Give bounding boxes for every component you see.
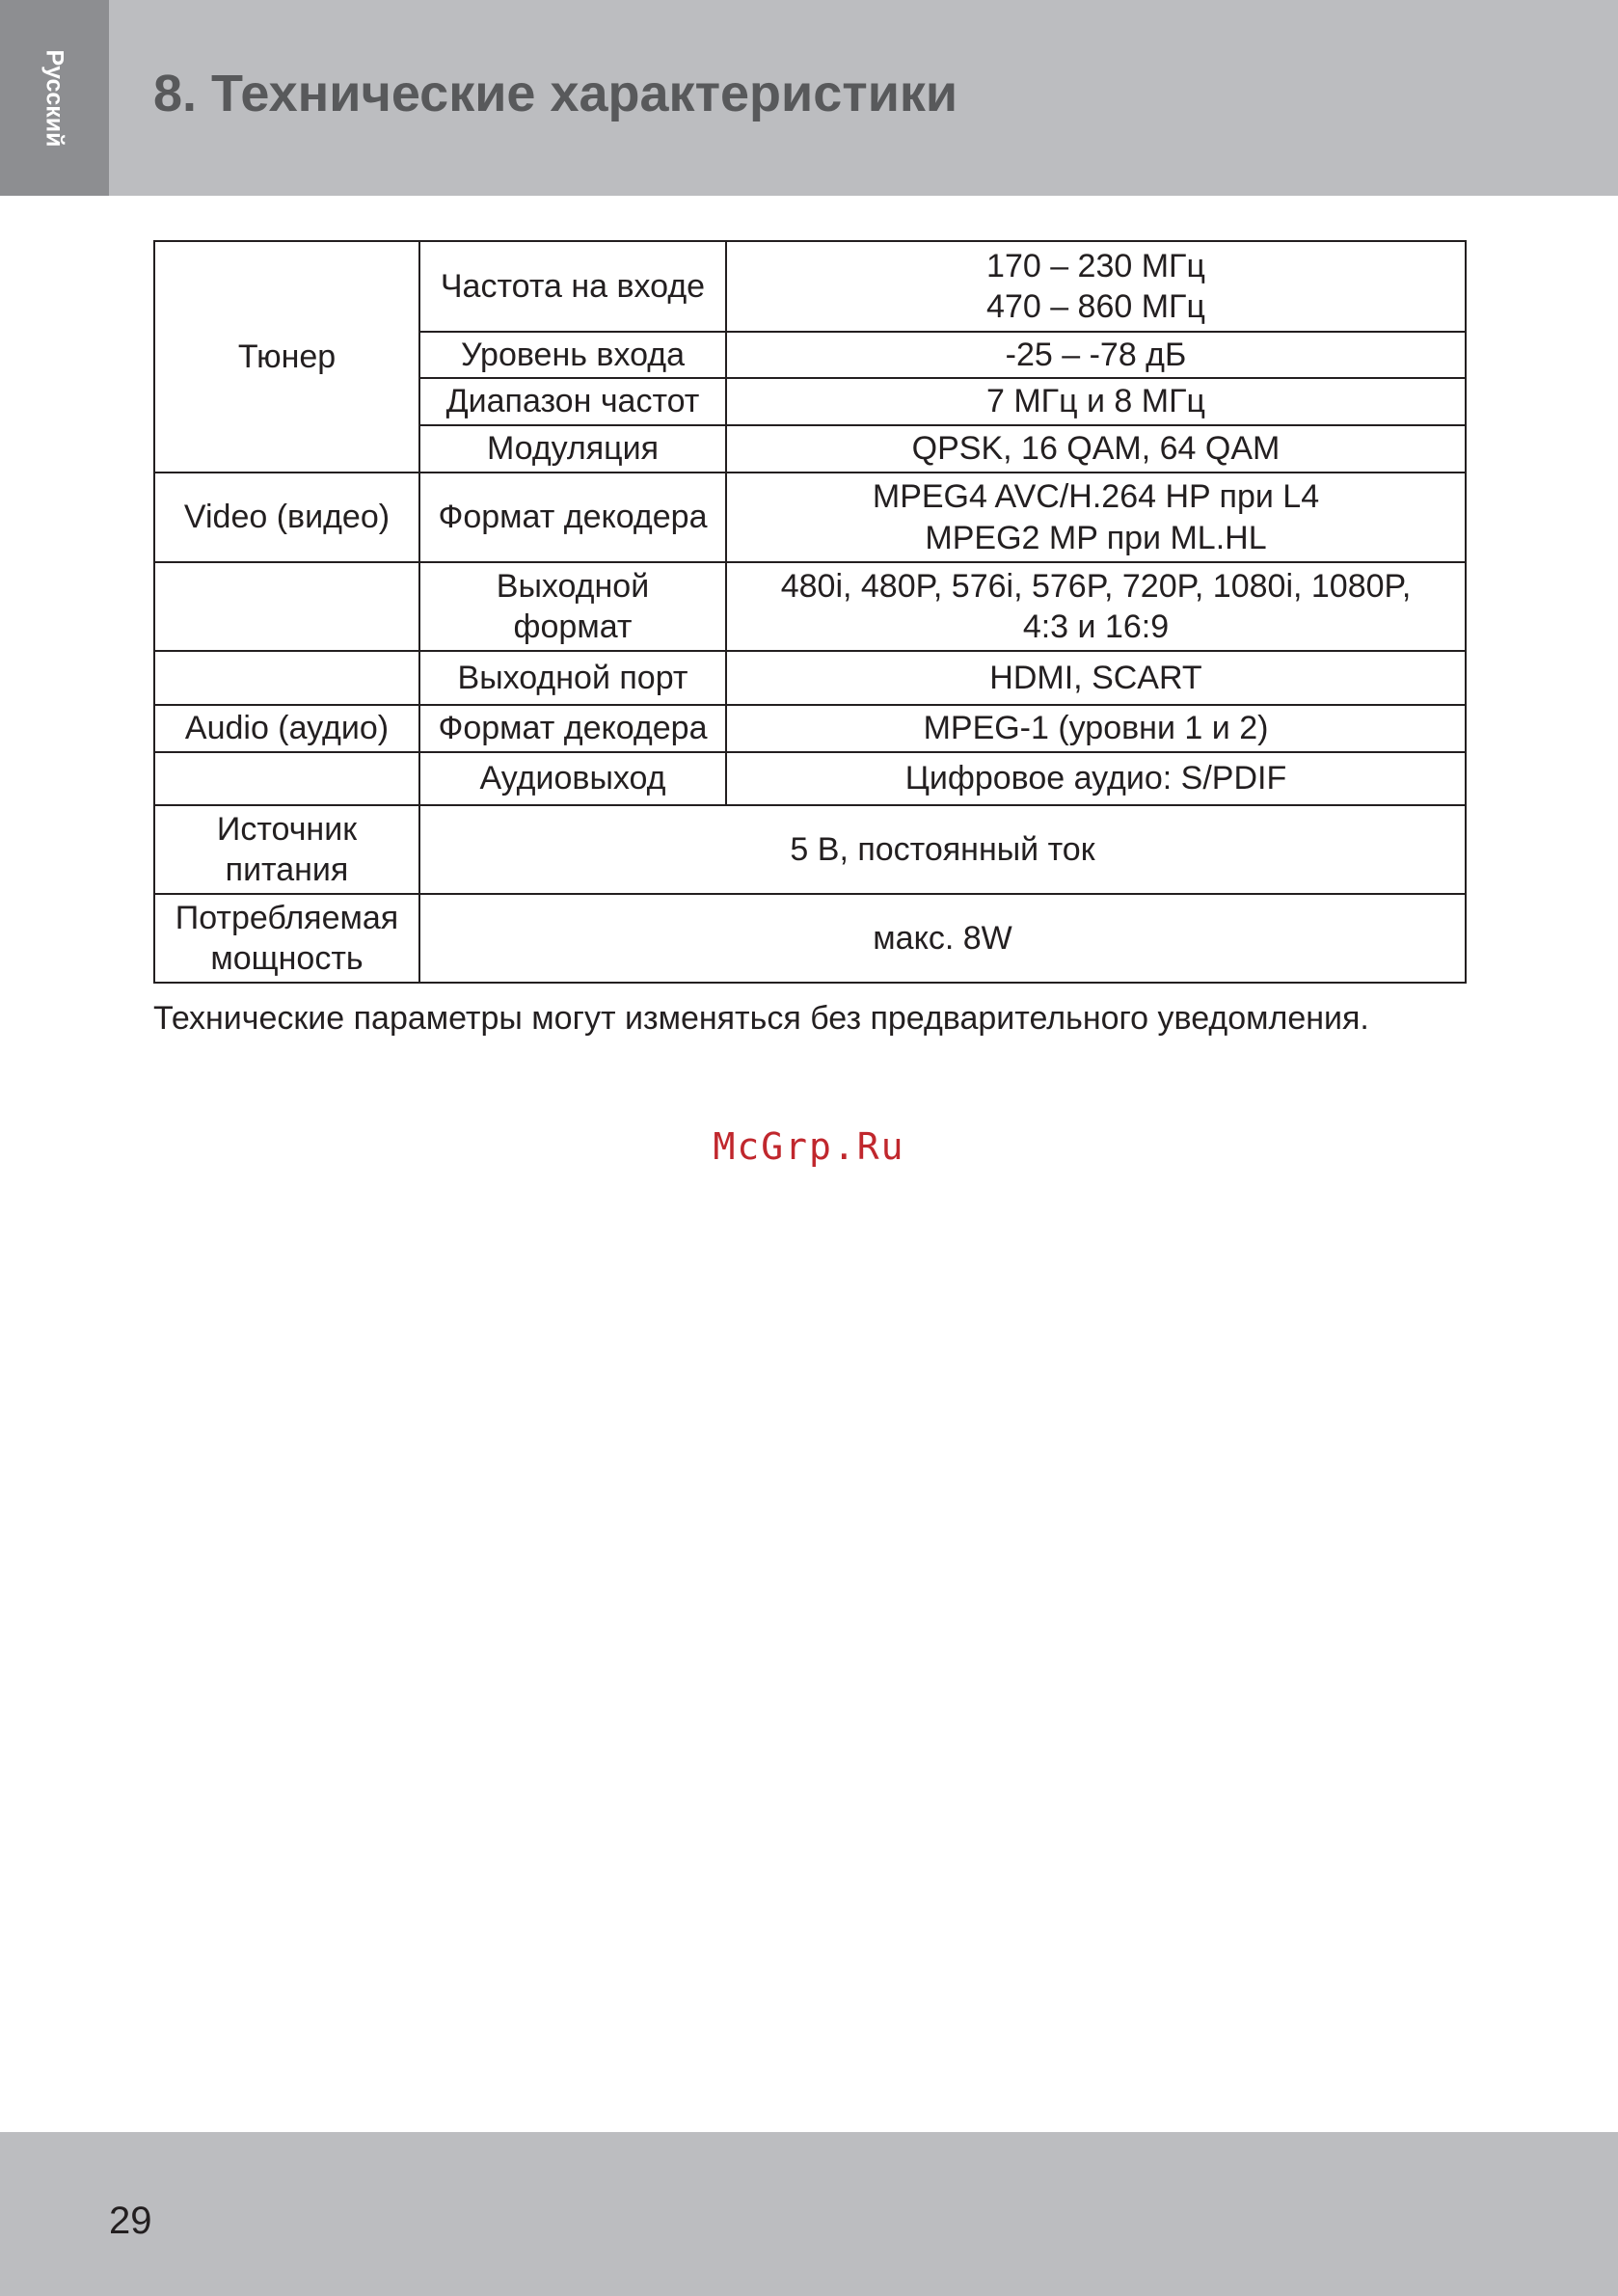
param-cell: Диапазон частот bbox=[419, 378, 726, 425]
page-title: 8. Технические характеристики bbox=[153, 65, 958, 122]
footer-band bbox=[0, 2132, 1618, 2296]
param-cell: Выходной порт bbox=[419, 651, 726, 705]
value-cell bbox=[726, 241, 1466, 332]
value-cell: 5 В, постоянный ток bbox=[419, 805, 1466, 894]
value-line: 170 – 230 МГц bbox=[986, 247, 1205, 284]
group-cell-tuner: Тюнер bbox=[154, 241, 419, 473]
language-tab-label: Русский bbox=[40, 49, 68, 148]
value-cell: MPEG-1 (уровни 1 и 2) bbox=[726, 705, 1466, 752]
table-row bbox=[154, 562, 1466, 651]
value-cell: Цифровое аудио: S/PDIF bbox=[726, 752, 1466, 805]
value-cell: 7 МГц и 8 МГц bbox=[726, 378, 1466, 425]
group-line: Потребляемая bbox=[175, 899, 399, 936]
table-row bbox=[154, 805, 1466, 894]
param-cell: Частота на входе bbox=[419, 241, 726, 332]
param-cell: Уровень входа bbox=[419, 332, 726, 378]
value-cell bbox=[726, 562, 1466, 651]
param-cell: Формат декодера bbox=[419, 473, 726, 562]
value-line: MPEG4 AVC/H.264 HP при L4 bbox=[872, 478, 1320, 515]
value-line: 480i, 480P, 576i, 576P, 720P, 1080i, 1080P, bbox=[780, 567, 1412, 605]
group-line: мощность bbox=[210, 940, 364, 977]
group-cell-power-consumption bbox=[154, 894, 419, 983]
param-cell: Аудиовыход bbox=[419, 752, 726, 805]
language-tab bbox=[0, 0, 109, 196]
param-line: формат bbox=[513, 608, 633, 645]
table-row bbox=[154, 705, 1466, 752]
page-number: 29 bbox=[109, 2200, 152, 2242]
table-row bbox=[154, 651, 1466, 705]
watermark: McGrp.Ru bbox=[713, 1125, 905, 1168]
table-row bbox=[154, 473, 1466, 562]
group-cell-empty bbox=[154, 562, 419, 651]
param-cell: Формат декодера bbox=[419, 705, 726, 752]
specs-change-note: Технические параметры могут изменяться без предварительного уведомления. bbox=[153, 1000, 1369, 1037]
value-cell: -25 – -78 дБ bbox=[726, 332, 1466, 378]
value-cell: HDMI, SCART bbox=[726, 651, 1466, 705]
group-cell-video: Video (видео) bbox=[154, 473, 419, 562]
group-line: питания bbox=[225, 851, 349, 888]
spec-table bbox=[153, 240, 1467, 984]
value-cell: QPSK, 16 QAM, 64 QAM bbox=[726, 425, 1466, 473]
value-cell: макс. 8W bbox=[419, 894, 1466, 983]
table-row bbox=[154, 241, 1466, 332]
param-cell bbox=[419, 562, 726, 651]
group-cell-audio: Audio (аудио) bbox=[154, 705, 419, 752]
group-cell-power-source bbox=[154, 805, 419, 894]
value-line: 4:3 и 16:9 bbox=[1022, 608, 1170, 645]
table-row bbox=[154, 894, 1466, 983]
table-row bbox=[154, 752, 1466, 805]
group-cell-empty bbox=[154, 651, 419, 705]
value-cell bbox=[726, 473, 1466, 562]
param-cell: Модуляция bbox=[419, 425, 726, 473]
value-line: MPEG2 MP при ML.HL bbox=[925, 519, 1267, 556]
group-line: Источник bbox=[216, 810, 358, 848]
value-line: 470 – 860 МГц bbox=[986, 288, 1205, 325]
group-cell-empty bbox=[154, 752, 419, 805]
param-line: Выходной bbox=[496, 567, 650, 605]
